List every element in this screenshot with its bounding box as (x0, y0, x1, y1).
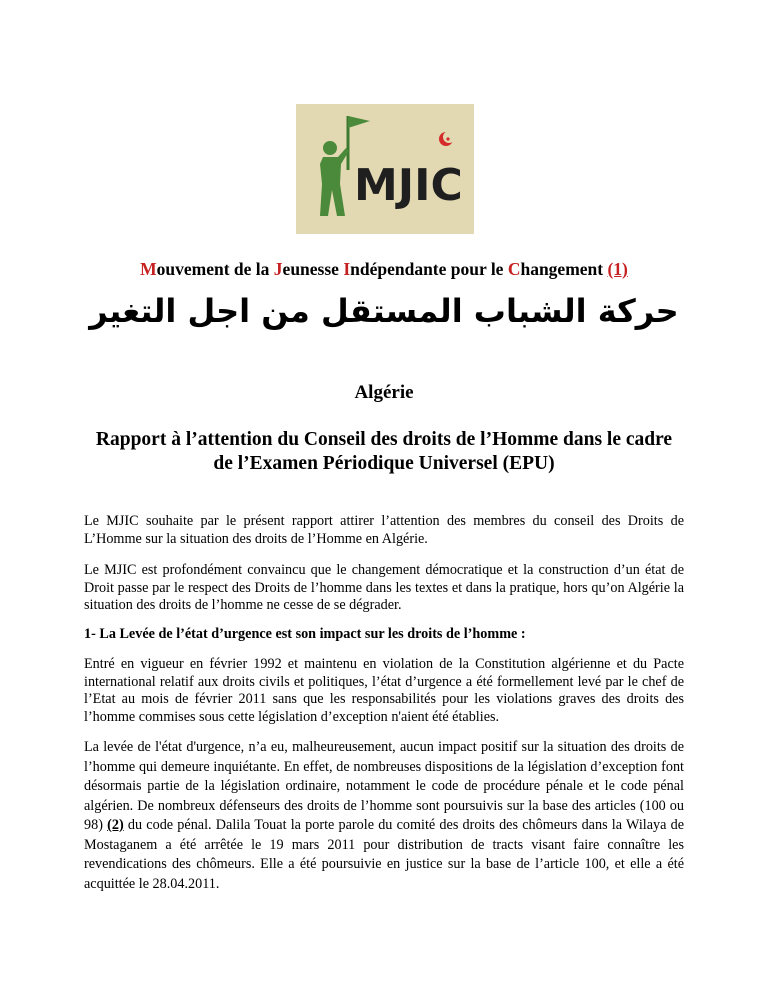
footnote-ref-1[interactable]: (1) (607, 259, 628, 279)
arabic-title: حركة الشباب المستقل من اجل التغير (89, 292, 679, 330)
section-1-heading: 1- La Levée de l’état d’urgence est son impact sur les droits de l’homme : (84, 626, 526, 642)
state-of-emergency-paragraph: Entré en vigueur en février 1992 et maintenu en violation de la Constitution algérienne et du Pacte international relatif aux droits civils et politiques, l’état d’urgence a été formellement levé par le chef de l’Etat au mois de février 2011 sans que les responsabilités pour les violations graves des droits des l’homme commises sous cette législation d’exception n'aient été établies. (84, 656, 684, 725)
country-heading: Algérie (354, 382, 414, 403)
subtitle-part-1: ouvement de la (156, 259, 274, 279)
lifting-impact-text-2: du code pénal. Dalila Touat la porte parole du comité des droits des chômeurs dans la Wilaya de Mostaganem a été arrêtée le 19 mars 2011 pour distribution de tracts visant faire connaître les revendications des chômeurs. Elle a été poursuivie en justice sur la base de l’article 100, et elle a été acquittée le 28.04.2011. (84, 817, 685, 892)
lifting-impact-text-1: La levée de l'état d'urgence, n’a eu, malheureusement, aucun impact positif sur la situation des droits de l’homme qui demeure inquiétante. En effet, de nombreuses dispositions de la législation d’exception font désormais partie de la législation ordinaire, notamment le code de procédure pénale et le code pénal algérien. De nombreux défenseurs des droits de l’homme sont poursuivis sur la base des articles (100 ou 98) (84, 739, 684, 833)
subtitle-part-4: I (343, 259, 351, 279)
svg-text:MJIC: MJIC (354, 160, 463, 211)
movement-full-name (0, 259, 768, 280)
lifting-impact-paragraph (84, 738, 684, 894)
footnote-ref-2[interactable]: (2) (107, 817, 124, 833)
subtitle-part-7: hangement (520, 259, 608, 279)
conviction-paragraph: Le MJIC est profondément convaincu que le changement démocratique et la construction d’un état de Droit passe par le respect des Droits de l’homme dans les textes et dans la pratique, hors qu’on Algérie la situation des droits de l’homme ne cesse de se dégrader. (84, 562, 684, 614)
mjic-logo (296, 104, 474, 234)
subtitle-part-2: J (273, 259, 283, 279)
subtitle-part-6: C (507, 259, 521, 279)
subtitle-part-0: M (140, 259, 157, 279)
person-with-flag-logo-icon (296, 104, 474, 234)
report-title: Rapport à l’attention du Conseil des droits de l’Homme dans le cadre de l’Examen Périodique Universel (EPU) (95, 429, 673, 474)
subtitle-part-3: eunesse (282, 259, 344, 279)
subtitle-part-5: ndépendante pour le (350, 259, 508, 279)
intro-paragraph: Le MJIC souhaite par le présent rapport attirer l’attention des membres du conseil des Droits de L’Homme sur la situation des droits de l’Homme en Algérie. (84, 513, 684, 547)
